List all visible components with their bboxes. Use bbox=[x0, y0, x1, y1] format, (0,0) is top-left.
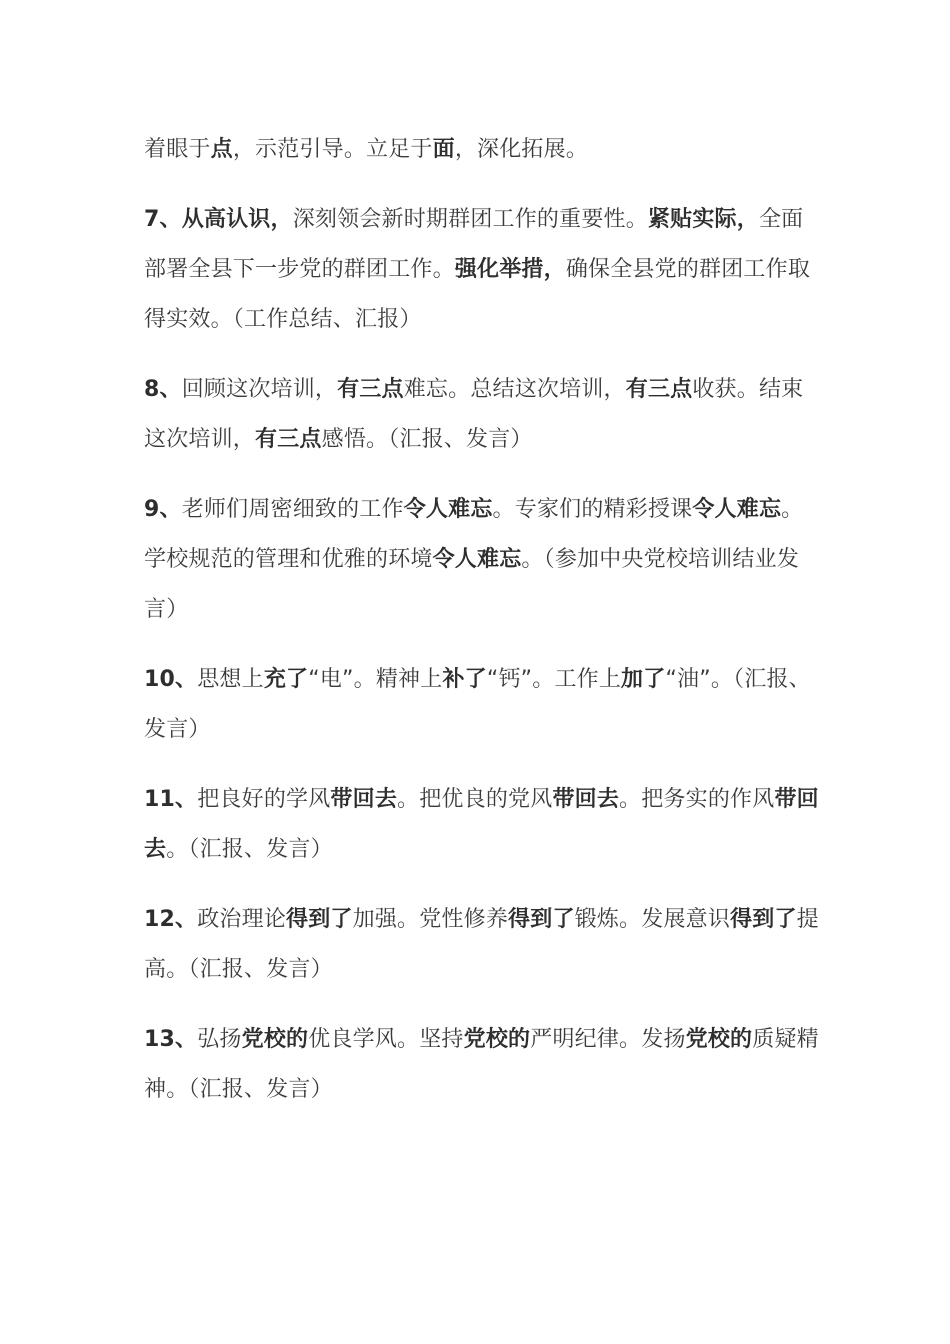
bold-text-segment: 7、从高认识， bbox=[144, 207, 293, 232]
text-segment: 。学校规范的管理和优雅的环境 bbox=[144, 497, 804, 572]
bold-text-segment: 10、 bbox=[144, 667, 198, 692]
bold-text-segment: 紧贴实际， bbox=[647, 207, 759, 232]
text-segment: 。专家们的精彩授课 bbox=[492, 497, 693, 522]
text-segment: “电”。精神上 bbox=[308, 667, 443, 692]
text-segment: 深刻领会新时期群团工作的重要性。 bbox=[292, 207, 648, 232]
bold-text-segment: 加了 bbox=[621, 667, 666, 692]
paragraph-item-12 bbox=[144, 895, 819, 995]
bold-text-segment: 点 bbox=[210, 137, 233, 162]
paragraph-item-11 bbox=[144, 775, 819, 875]
bold-text-segment: 令人难忘 bbox=[403, 497, 493, 522]
text-segment: 质疑精神。（汇报、发言） bbox=[144, 1027, 819, 1102]
bold-text-segment: 得到了 bbox=[286, 907, 353, 932]
paragraph-item-7 bbox=[144, 195, 819, 345]
text-segment: 。把务实的作风 bbox=[619, 787, 775, 812]
text-segment: 提高。（汇报、发言） bbox=[144, 907, 819, 982]
text-segment: 弘扬 bbox=[197, 1027, 242, 1052]
bold-text-segment: 带回去 bbox=[552, 787, 620, 812]
text-segment: 锻炼。发展意识 bbox=[574, 907, 731, 932]
text-segment: 确保全县党的群团工作取得实效。（工作总结、汇报） bbox=[144, 257, 811, 332]
bold-text-segment: 充了 bbox=[263, 667, 309, 692]
text-segment: 。把优良的党风 bbox=[397, 787, 553, 812]
bold-text-segment: 党校的 bbox=[685, 1027, 753, 1052]
bold-text-segment: 面 bbox=[432, 137, 455, 162]
text-segment: ，示范引导。立足于 bbox=[232, 137, 433, 162]
text-segment: ，深化拓展。 bbox=[454, 137, 589, 162]
document-page bbox=[144, 125, 819, 1135]
bold-text-segment: 令人难忘 bbox=[432, 547, 522, 572]
paragraph-intro bbox=[144, 125, 819, 175]
bold-text-segment: 有三点 bbox=[255, 427, 322, 452]
bold-text-segment: 8、 bbox=[144, 377, 182, 402]
text-segment: 。（参加中央党校培训结业发言） bbox=[144, 547, 800, 622]
text-segment: 感悟。（汇报、发言） bbox=[321, 427, 533, 452]
text-segment: 把良好的学风 bbox=[197, 787, 331, 812]
bold-text-segment: 11、 bbox=[144, 787, 198, 812]
text-segment: 优良学风。坚持 bbox=[308, 1027, 464, 1052]
text-segment: 政治理论 bbox=[197, 907, 287, 932]
paragraph-item-10 bbox=[144, 655, 819, 755]
text-segment: 难忘。总结这次培训， bbox=[403, 377, 626, 402]
bold-text-segment: 有三点 bbox=[337, 377, 404, 402]
bold-text-segment: 有三点 bbox=[625, 377, 693, 402]
text-segment: “钙”。工作上 bbox=[486, 667, 622, 692]
text-segment: 思想上 bbox=[197, 667, 264, 692]
bold-text-segment: 得到了 bbox=[730, 907, 797, 932]
bold-text-segment: 13、 bbox=[144, 1027, 198, 1052]
bold-text-segment: 得到了 bbox=[508, 907, 575, 932]
text-segment: 严明纪律。发扬 bbox=[530, 1027, 686, 1052]
text-segment: 回顾这次培训， bbox=[181, 377, 338, 402]
text-segment: 全面部署全县下一步党的群团工作。 bbox=[144, 207, 804, 282]
bold-text-segment: 12、 bbox=[144, 907, 198, 932]
bold-text-segment: 9、 bbox=[144, 497, 182, 522]
text-segment: 加强。党性修养 bbox=[352, 907, 509, 932]
bold-text-segment: 补了 bbox=[442, 667, 487, 692]
text-segment: 收获。结束这次培训， bbox=[144, 377, 804, 452]
paragraph-item-13 bbox=[144, 1015, 819, 1115]
text-segment: 。（汇报、发言） bbox=[166, 837, 333, 862]
bold-text-segment: 令人难忘 bbox=[692, 497, 782, 522]
bold-text-segment: 党校的 bbox=[463, 1027, 531, 1052]
paragraph-item-8 bbox=[144, 365, 819, 465]
paragraph-item-9 bbox=[144, 485, 819, 635]
bold-text-segment: 强化举措， bbox=[454, 257, 566, 282]
text-segment: 老师们周密细致的工作 bbox=[181, 497, 404, 522]
text-segment: “油”。（汇报、发言） bbox=[144, 667, 811, 742]
bold-text-segment: 党校的 bbox=[241, 1027, 309, 1052]
text-segment: 着眼于 bbox=[144, 137, 211, 162]
bold-text-segment: 带回去 bbox=[330, 787, 398, 812]
bold-text-segment: 带回去 bbox=[144, 787, 819, 862]
